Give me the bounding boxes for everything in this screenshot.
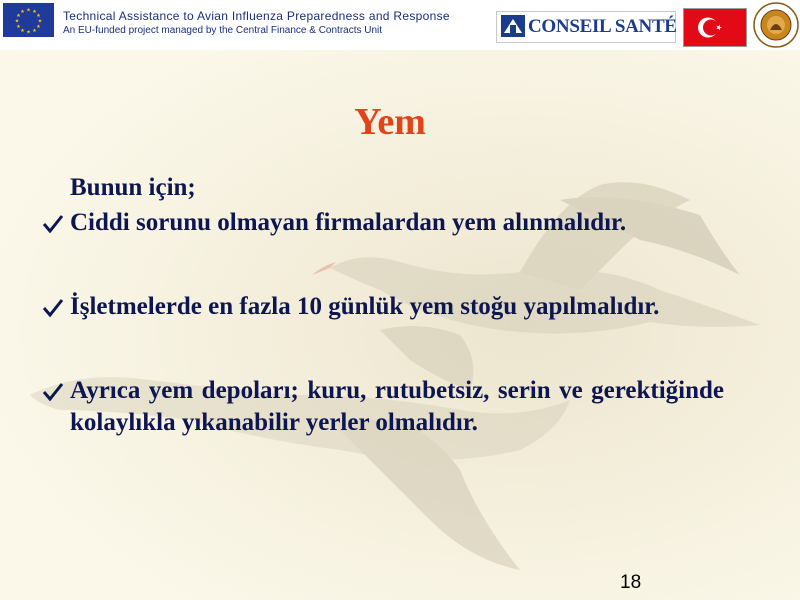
project-subtitle: An EU-funded project managed by the Central Finance & Contracts Unit — [63, 25, 383, 36]
svg-text:★: ★ — [36, 24, 41, 30]
header-bar — [0, 0, 800, 50]
bullet-text: Ayrıca yem depoları; kuru, rutubetsiz, serin ve gerektiğinde kolaylıkla yıkanabilir yerler olmalıdır. — [70, 377, 724, 436]
checkmark-icon — [42, 213, 64, 235]
page-number: 18 — [620, 572, 642, 593]
bullet-item — [42, 207, 724, 239]
ministry-seal-logo — [753, 2, 799, 48]
intro-text: Bunun için; — [70, 174, 196, 201]
bullet-item — [42, 291, 724, 323]
project-title: Technical Assistance to Avian Influenza Preparedness and Response — [63, 9, 450, 23]
svg-text:★: ★ — [26, 7, 31, 14]
checkmark-icon — [42, 297, 64, 319]
svg-text:★: ★ — [14, 18, 20, 25]
slide-title: Yem — [354, 101, 426, 143]
slide-content — [42, 172, 724, 439]
eu-flag-logo — [3, 3, 54, 37]
bullet-item — [42, 375, 724, 439]
bullet-text: İşletmelerde en fazla 10 günlük yem stoğu yapılmalıdır. — [70, 293, 660, 320]
svg-text:★: ★ — [20, 9, 25, 15]
svg-text:★: ★ — [32, 28, 37, 34]
svg-text:★: ★ — [32, 9, 37, 15]
svg-text:★: ★ — [37, 18, 43, 25]
checkmark-icon — [42, 381, 64, 403]
conseil-sante-logo — [496, 11, 676, 43]
bullet-text: Ciddi sorunu olmayan firmalardan yem alınmalıdır. — [70, 209, 627, 236]
svg-text:★: ★ — [16, 13, 21, 19]
svg-text:★: ★ — [16, 24, 21, 30]
turkish-flag-logo — [683, 8, 747, 47]
svg-text:★: ★ — [20, 28, 25, 34]
conseil-sante-mark-icon — [501, 15, 525, 37]
svg-text:★: ★ — [36, 13, 41, 19]
svg-text:★: ★ — [26, 29, 31, 36]
conseil-sante-name: CONSEIL SANTÉ — [528, 16, 677, 37]
